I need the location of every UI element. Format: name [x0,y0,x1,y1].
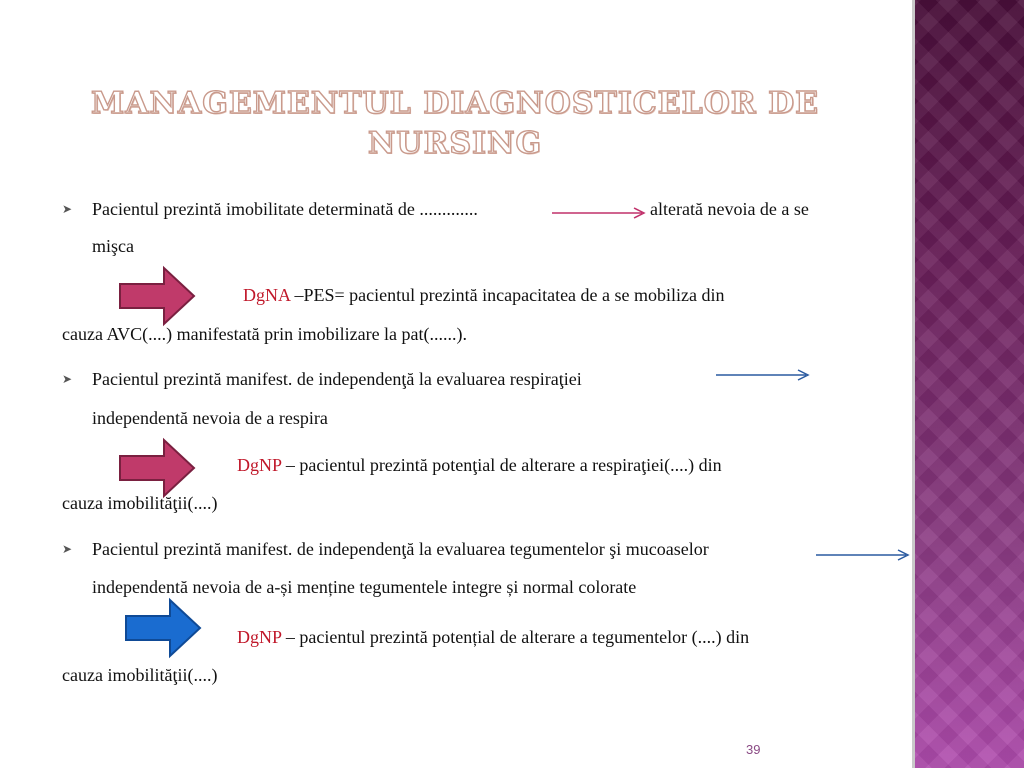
item1-diagnosis [243,284,725,306]
item1-block-arrow-icon [118,266,198,326]
item2-line1: Pacientul prezintă manifest. de independenţă la evaluarea respiraţiei [92,369,582,389]
item2-dg-label: DgNP [237,455,282,475]
item3-dg-text: – pacientul prezintă potențial de alterare a tegumentelor (....) din [281,627,750,647]
item3-diagnosis-line2: cauza imobilităţii(....) [62,665,218,685]
slide-title [60,84,850,164]
item2-line2: independentă nevoia de a respira [92,408,328,428]
slide-title-line1: MANAGEMENTUL DIAGNOSTICELOR DE [91,86,819,121]
slide-title-line2: NURSING [367,126,543,161]
item2-dg-text: – pacientul prezintă potenţial de alterare a respiraţiei(....) din [281,455,722,475]
bullet-marker-icon: ➤ [62,372,73,386]
item2-thin-arrow-icon [716,366,816,382]
item2-diagnosis-line2: cauza imobilităţii(....) [62,493,218,513]
item1-dg-text: –PES= pacientul prezintă incapacitatea de a se mobiliza din [290,285,725,305]
item2-block-arrow-icon [118,438,198,498]
item2-diagnosis [237,454,722,476]
decorative-side-band [912,0,1024,768]
item3-thin-arrow-icon [816,546,916,562]
page-number: 39 [746,742,761,757]
item1-diagnosis-line2: cauza AVC(....) manifestată prin imobilizare la pat(......). [62,324,468,344]
item1-dg-label: DgNA [243,285,291,305]
item1-line1-tail: alterată nevoia de a se [650,199,809,219]
bullet-marker-icon: ➤ [62,202,73,216]
item3-line1: Pacientul prezintă manifest. de independenţă la evaluarea tegumentelor şi mucoaselor [92,539,709,559]
item1-line1: Pacientul prezintă imobilitate determinată de ............. [92,199,478,219]
bullet-marker-icon: ➤ [62,542,73,556]
item3-dg-label: DgNP [237,627,282,647]
item1-line2: mişca [92,236,134,256]
item3-diagnosis [237,626,749,648]
item3-block-arrow-icon [124,598,204,658]
item3-line2: independentă nevoia de a-și menține tegumentele integre și normal colorate [92,577,637,597]
item1-thin-arrow-icon [552,204,652,220]
